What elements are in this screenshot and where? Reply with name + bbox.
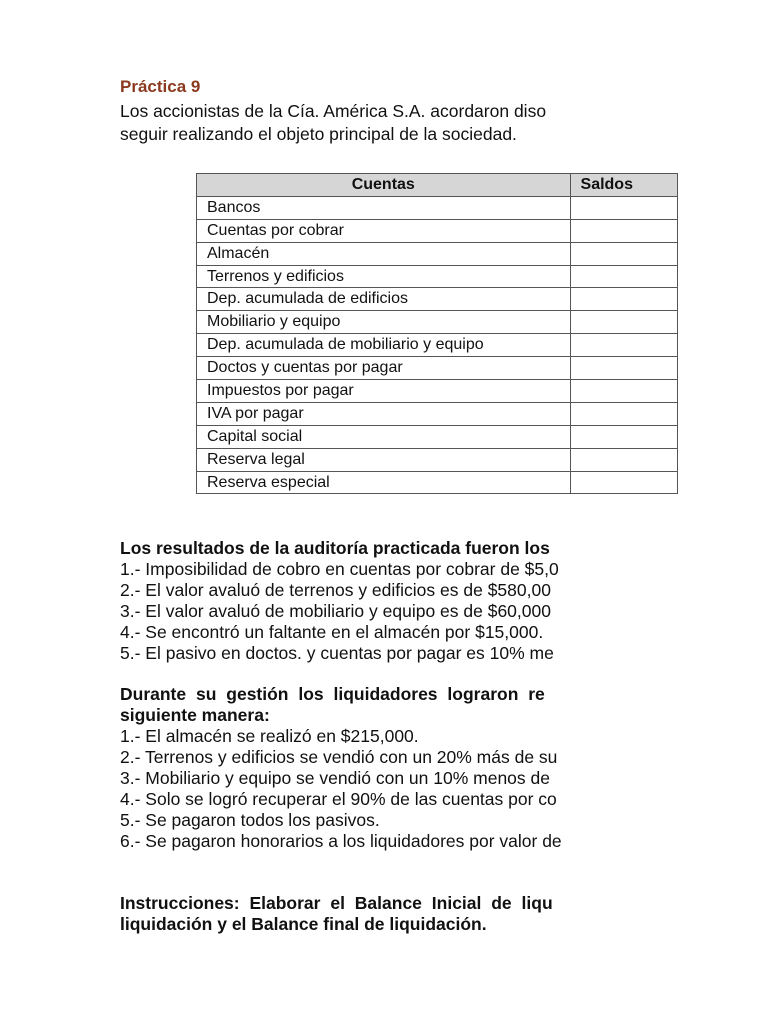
table-row — [197, 357, 678, 380]
management-heading-line-2: siguiente manera: — [120, 705, 270, 725]
list-item: 5.- Se pagaron todos los pasivos. — [120, 810, 380, 830]
instructions-section — [120, 893, 553, 935]
table-row — [197, 334, 678, 357]
table-row — [197, 219, 678, 242]
list-item: 4.- Solo se logró recuperar el 90% de las cuentas por co — [120, 789, 557, 809]
management-heading-line-1: Durante su gestión los liquidadores lograron re — [120, 684, 545, 704]
account-name: Almacén — [197, 242, 571, 265]
table-row — [197, 425, 678, 448]
list-item: 2.- El valor avaluó de terrenos y edificios es de $580,00 — [120, 580, 551, 600]
balance-cell — [570, 425, 677, 448]
account-name: Doctos y cuentas por pagar — [197, 357, 571, 380]
intro-line-2: seguir realizando el objeto principal de la sociedad. — [120, 124, 517, 144]
table-row — [197, 242, 678, 265]
account-name: Dep. acumulada de edificios — [197, 288, 571, 311]
list-item: 5.- El pasivo en doctos. y cuentas por pagar es 10% me — [120, 643, 554, 663]
management-section — [120, 684, 562, 852]
list-item: 6.- Se pagaron honorarios a los liquidadores por valor de — [120, 831, 562, 851]
table-row — [197, 311, 678, 334]
accounts-table — [196, 173, 678, 494]
list-item: 3.- El valor avaluó de mobiliario y equipo es de $60,000 — [120, 601, 551, 621]
balance-cell — [570, 357, 677, 380]
instructions-line-1: Instrucciones: Elaborar el Balance Inicial de liqu — [120, 893, 553, 913]
balance-cell — [570, 448, 677, 471]
table-row — [197, 265, 678, 288]
account-name: Reserva legal — [197, 448, 571, 471]
table-row — [197, 402, 678, 425]
table-row — [197, 471, 678, 494]
balance-cell — [570, 402, 677, 425]
list-item: 3.- Mobiliario y equipo se vendió con un 10% menos de — [120, 768, 550, 788]
balance-cell — [570, 265, 677, 288]
account-name: Terrenos y edificios — [197, 265, 571, 288]
audit-heading: Los resultados de la auditoría practicada fueron los — [120, 538, 550, 558]
account-name: Mobiliario y equipo — [197, 311, 571, 334]
table-row — [197, 448, 678, 471]
list-item: 4.- Se encontró un faltante en el almacén por $15,000. — [120, 622, 544, 642]
balance-cell — [570, 242, 677, 265]
account-name: Dep. acumulada de mobiliario y equipo — [197, 334, 571, 357]
account-name: Cuentas por cobrar — [197, 219, 571, 242]
table-row — [197, 288, 678, 311]
account-name: Bancos — [197, 196, 571, 219]
intro-line-1: Los accionistas de la Cía. América S.A. acordaron diso — [120, 101, 547, 121]
instructions-line-2: liquidación y el Balance final de liquidación. — [120, 914, 487, 934]
balance-cell — [570, 196, 677, 219]
list-item: 1.- El almacén se realizó en $215,000. — [120, 726, 419, 746]
account-name: Capital social — [197, 425, 571, 448]
balance-cell — [570, 311, 677, 334]
table-header-row — [197, 174, 678, 197]
page-title: Práctica 9 — [120, 77, 201, 96]
list-item: 2.- Terrenos y edificios se vendió con un 20% más de su — [120, 747, 558, 767]
account-name: IVA por pagar — [197, 402, 571, 425]
header-cuentas: Cuentas — [197, 174, 571, 197]
header-saldos: Saldos — [570, 174, 677, 197]
account-name: Reserva especial — [197, 471, 571, 494]
audit-results-section — [120, 538, 559, 664]
table-row — [197, 196, 678, 219]
balance-cell — [570, 219, 677, 242]
balance-cell — [570, 288, 677, 311]
account-name: Impuestos por pagar — [197, 380, 571, 403]
balance-cell — [570, 471, 677, 494]
balance-cell — [570, 334, 677, 357]
list-item: 1.- Imposibilidad de cobro en cuentas por cobrar de $5,0 — [120, 559, 559, 579]
table-row — [197, 380, 678, 403]
balance-cell — [570, 380, 677, 403]
